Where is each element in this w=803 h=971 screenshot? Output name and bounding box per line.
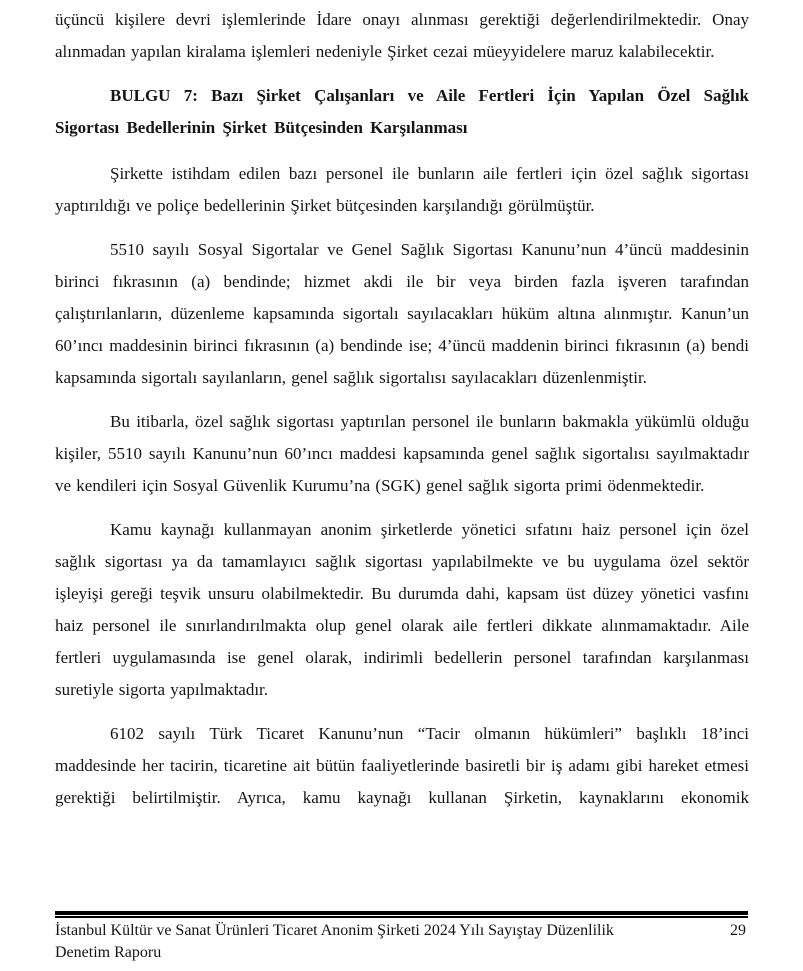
footer-page-number: 29 <box>730 922 746 939</box>
body-paragraph-2: 5510 sayılı Sosyal Sigortalar ve Genel Sağlık Sigortası Kanunu’nun 4’üncü maddesinin birinci fıkrasının (a) bendinde; hizmet akdi ile bir veya birden fazla işveren tarafından çalıştırılanların, düzenleme kapsamında sigortalı sayılacakları hüküm altına alınmıştır. Kanun’un 60’ıncı maddesinin birinci fıkrasının (a) bendinde ise; 4’üncü maddenin birinci fıkrasının (a) bendi kapsamında sigortalı sayılanların, genel sağlık sigortalısı sayılacakları düzenlenmiştir. <box>55 240 749 387</box>
body-paragraph-1: Şirkette istihdam edilen bazı personel ile bunların aile fertleri için özel sağlık sigortası yaptırıldığı ve poliçe bedellerinin Şirket bütçesinden karşılandığı görülmüştür. <box>55 164 749 215</box>
footer-divider-rule <box>55 911 748 918</box>
page-footer <box>55 911 748 964</box>
body-paragraph-3: Bu itibarla, özel sağlık sigortası yaptırılan personel ile bunların bakmakla yükümlü olduğu kişiler, 5510 sayılı Kanunu’nun 60’ıncı maddesi kapsamında genel sağlık sigortalısı sayılmaktadır ve kendileri için Sosyal Güvenlik Kurumu’na (SGK) genel sağlık sigorta primi ödenmektedir. <box>55 412 749 495</box>
page-body-text <box>55 4 749 814</box>
body-paragraph-5: 6102 sayılı Türk Ticaret Kanunu’nun “Tacir olmanın hükümleri” başlıklı 18’inci maddesinde her tacirin, ticaretine ait bütün faaliyetlerinde basiretli bir iş adamı gibi hareket etmesi gerektiği belirtilmiştir. Ayrıca, kamu kaynağı kullanan Şirketin, kaynaklarını ekonomik <box>55 724 749 807</box>
footer-report-title-line2: Denetim Raporu <box>55 944 162 961</box>
body-paragraph-4: Kamu kaynağı kullanmayan anonim şirketlerde yönetici sıfatını haiz personel için özel sağlık sigortası ya da tamamlayıcı sağlık sigortası yapılabilmekte ve bu uygulama özel sektör işleyişi gereği teşvik unsuru olabilmektedir. Bu durumda dahi, kapsam üst düzey yönetici vasfını haiz personel ile sınırlandırılmakta olup genel olarak aile fertleri dikkate alınmamaktadır. Aile fertleri uygulamasında ise genel olarak, indirimli bedellerin personel tarafından karşılanması suretiyle sigorta yapılmaktadır. <box>55 520 749 699</box>
continuation-paragraph: üçüncü kişilere devri işlemlerinde İdare onayı alınması gerektiği değerlendirilmektedir. Onay alınmadan yapılan kiralama işlemleri nedeniyle Şirket cezai müeyyidelere maruz kalabilecektir. <box>55 10 749 61</box>
finding-7-heading: BULGU 7: Bazı Şirket Çalışanları ve Aile Fertleri İçin Yapılan Özel Sağlık Sigortası Bedellerinin Şirket Bütçesinden Karşılanması <box>55 86 749 137</box>
footer-report-title-line1: İstanbul Kültür ve Sanat Ürünleri Ticaret Anonim Şirketi 2024 Yılı Sayıştay Düzenlilik <box>55 922 614 939</box>
